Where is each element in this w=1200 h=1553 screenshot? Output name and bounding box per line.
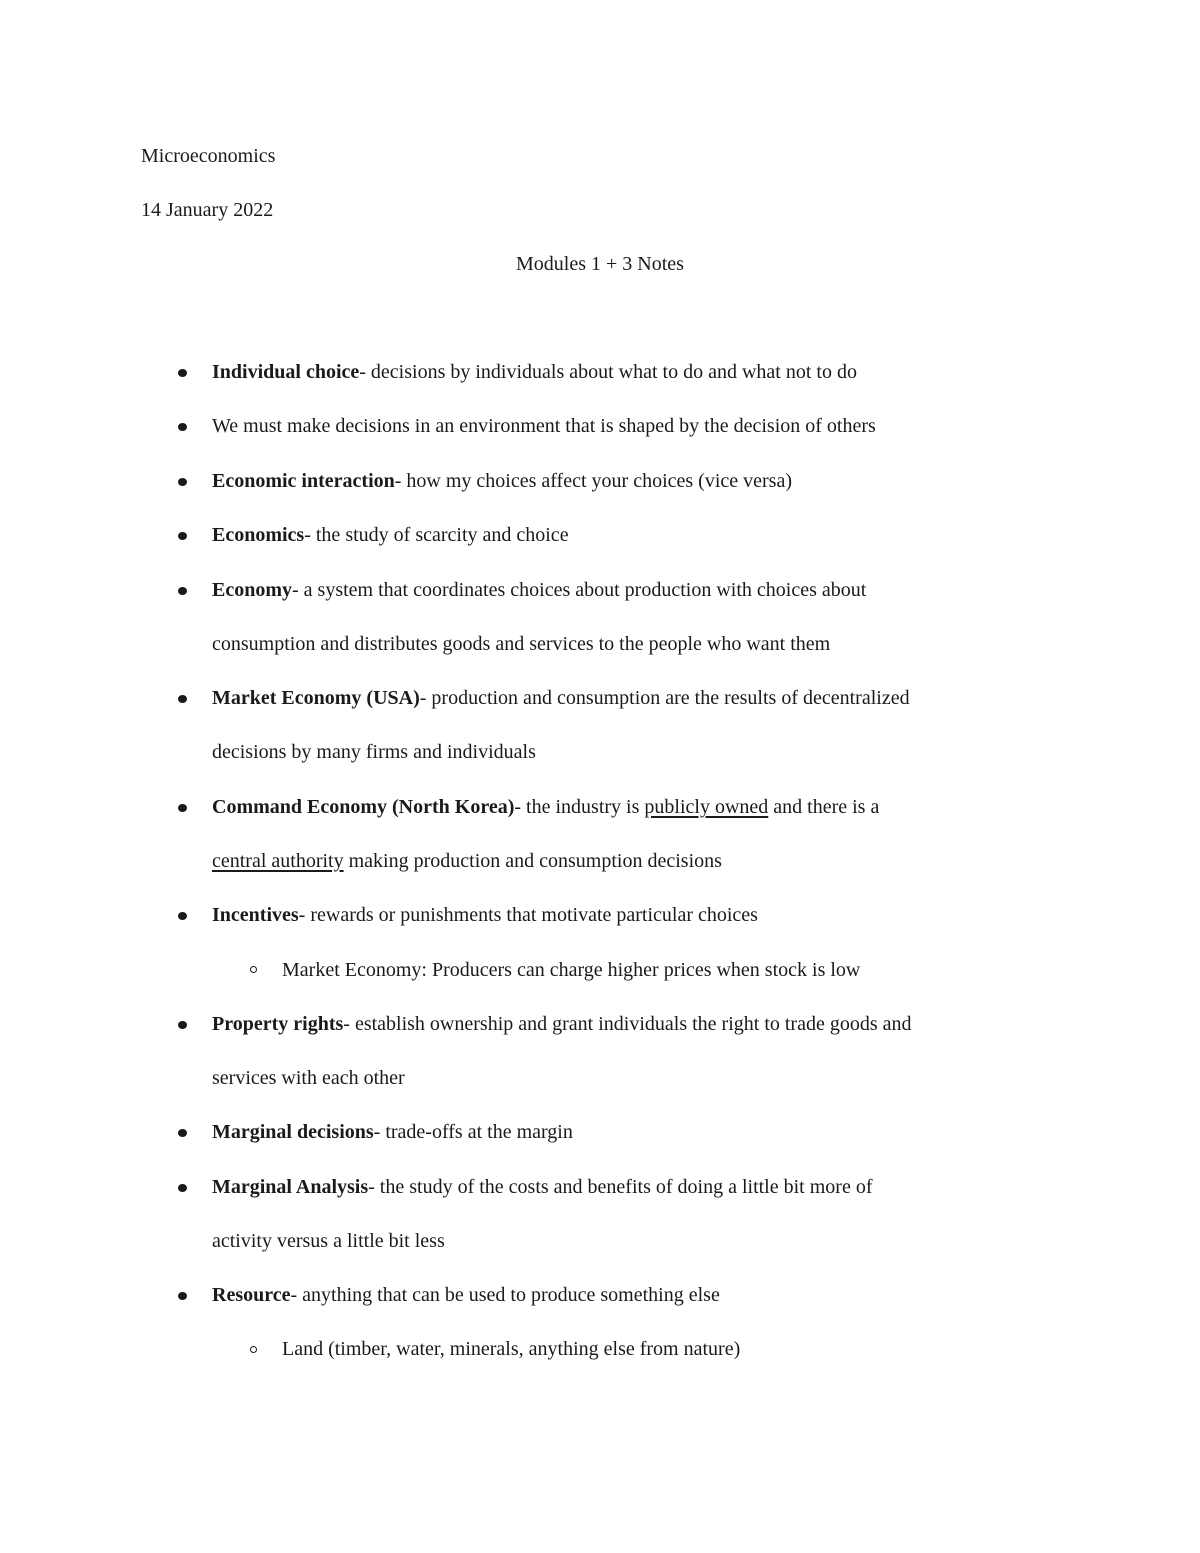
list-item	[212, 780, 879, 834]
definition: making production and consumption decisions	[343, 850, 722, 872]
bullet-icon	[178, 695, 187, 703]
definition: - anything that can be used to produce something else	[290, 1284, 720, 1306]
term: Market Economy (USA)	[212, 687, 420, 709]
definition: - how my choices affect your choices (vice versa)	[394, 470, 792, 492]
term: Economics	[212, 524, 305, 546]
sub-list-item: Market Economy: Producers can charge higher prices when stock is low	[282, 959, 861, 981]
bullet-icon	[178, 369, 187, 377]
list-item	[212, 997, 912, 1051]
sub-list-item: Land (timber, water, minerals, anything else from nature)	[282, 1338, 741, 1360]
bullet-icon	[178, 1292, 187, 1300]
bullet-icon	[178, 1184, 187, 1192]
term: Command Economy (North Korea)	[212, 796, 515, 818]
term: Economy	[212, 579, 292, 601]
bullet-icon	[178, 804, 187, 812]
list-item	[212, 1268, 720, 1322]
definition: - establish ownership and grant individuals the right to trade goods and	[343, 1013, 912, 1035]
list-item	[212, 508, 569, 562]
bullet-icon	[178, 478, 187, 486]
bullet-icon	[178, 423, 187, 431]
definition: - a system that coordinates choices about production with choices about	[292, 579, 867, 601]
definition: and there is a	[768, 796, 880, 818]
term: Economic interaction	[212, 470, 395, 492]
list-item-continuation: consumption and distributes goods and services to the people who want them	[212, 633, 831, 655]
bullet-icon	[178, 587, 187, 595]
sub-bullet-icon	[250, 1346, 257, 1353]
definition: - the industry is	[514, 796, 645, 818]
definition: - the study of scarcity and choice	[304, 524, 569, 546]
document-title: Modules 1 + 3 Notes	[516, 253, 684, 275]
term: Marginal decisions	[212, 1121, 374, 1143]
term: Property rights	[212, 1013, 344, 1035]
definition: We must make decisions in an environment that is shaped by the decision of others	[212, 415, 876, 437]
list-item-continuation: decisions by many firms and individuals	[212, 741, 536, 763]
definition: - the study of the costs and benefits of doing a little bit more of	[368, 1176, 873, 1198]
term: Marginal Analysis	[212, 1176, 369, 1198]
term: Incentives	[212, 904, 299, 926]
document-date: 14 January 2022	[141, 199, 274, 221]
list-item	[212, 399, 876, 453]
list-item-continuation	[212, 834, 722, 888]
underlined-phrase: publicly owned	[644, 796, 769, 818]
list-item-continuation: services with each other	[212, 1067, 405, 1089]
underlined-phrase: central authority	[212, 850, 344, 872]
list-item	[212, 1105, 573, 1159]
list-item	[212, 563, 866, 617]
bullet-icon	[178, 912, 187, 920]
bullet-icon	[178, 1021, 187, 1029]
sub-bullet-icon	[250, 966, 257, 973]
definition: - production and consumption are the results of decentralized	[419, 687, 910, 709]
definition: - decisions by individuals about what to do and what not to do	[359, 361, 857, 383]
bullet-icon	[178, 532, 187, 540]
definition: - rewards or punishments that motivate particular choices	[298, 904, 758, 926]
list-item	[212, 888, 758, 942]
list-item	[212, 1160, 872, 1214]
bullet-icon	[178, 1129, 187, 1137]
list-item	[212, 345, 857, 399]
list-item	[212, 454, 792, 508]
term: Individual choice	[212, 361, 360, 383]
list-item-continuation: activity versus a little bit less	[212, 1230, 445, 1252]
list-item	[212, 671, 910, 725]
definition: - trade-offs at the margin	[373, 1121, 573, 1143]
term: Resource	[212, 1284, 291, 1306]
course-name: Microeconomics	[141, 145, 276, 167]
